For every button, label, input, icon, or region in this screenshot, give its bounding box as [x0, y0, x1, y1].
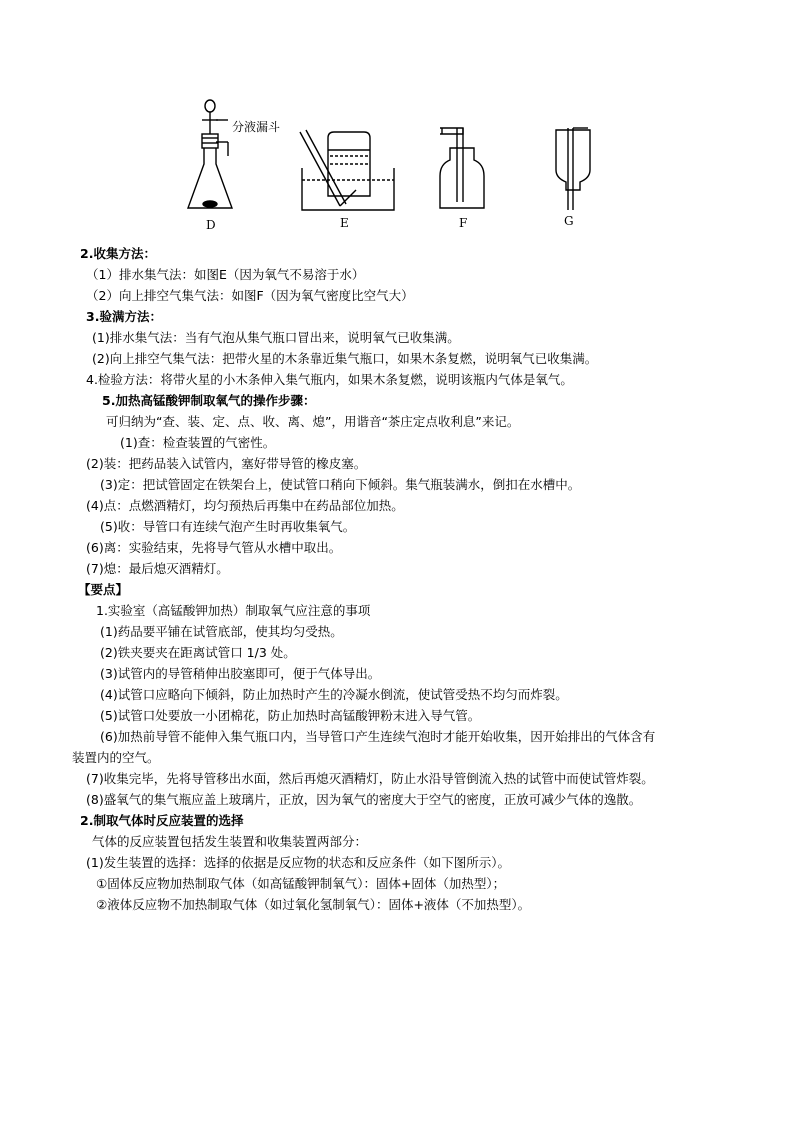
text-line: (1)排水集气法：当有气泡从集气瓶口冒出来，说明氧气已收集满。: [92, 330, 460, 345]
text-line: (1)查：检查装置的气密性。: [120, 435, 276, 450]
apparatus-figures: [180, 98, 600, 238]
text-line: 1.实验室（高锰酸钾加热）制取氧气应注意的事项: [96, 603, 371, 618]
text-line: (5)试管口处要放一小团棉花，防止加热时高锰酸钾粉末进入导气管。: [100, 708, 481, 723]
figure-label-e: E: [340, 216, 349, 230]
text-line: (3)定：把试管固定在铁架台上，使试管口稍向下倾斜。集气瓶装满水，倒扣在水槽中。: [100, 477, 581, 492]
text-line: (1)发生装置的选择：选择的依据是反应物的状态和反应条件（如下图所示）。: [86, 855, 510, 870]
text-line: ①固体反应物加热制取气体（如高锰酸钾制氧气）：固体+固体（加热型）；: [96, 876, 506, 891]
figure-label-d: D: [206, 218, 216, 232]
text-line: (7)收集完毕，先将导管移出水面，然后再熄灭酒精灯，防止水沿导管倒流入热的试管中而使试管炸裂。: [86, 771, 654, 786]
text-line: 可归纳为“查、装、定、点、收、离、熄”，用谐音“茶庄定点收利息”来记。: [106, 414, 520, 429]
text-line: (1)药品要平铺在试管底部，使其均匀受热。: [100, 624, 343, 639]
figure-d-flask: [188, 100, 232, 208]
text-line: （1）排水集气法：如图E（因为氧气不易溶于水）: [86, 267, 365, 282]
text-line: (7)熄：最后熄灭酒精灯。: [86, 561, 229, 576]
figure-label-f: F: [459, 216, 468, 230]
text-line: (3)试管内的导管稍伸出胶塞即可，便于气体导出。: [100, 666, 381, 681]
text-line: （2）向上排空气集气法：如图F（因为氧气密度比空气大）: [86, 288, 414, 303]
figure-f-bottle: [440, 128, 484, 208]
text-line: (2)装：把药品装入试管内，塞好带导管的橡皮塞。: [86, 456, 367, 471]
text-line: (5)收：导管口有连续气泡产生时再收集氧气。: [100, 519, 356, 534]
text-line: (2)向上排空气集气法：把带火星的木条靠近集气瓶口，如果木条复燃，说明氧气已收集满。: [92, 351, 598, 366]
text-line: (2)铁夹要夹在距离试管口 1/3 处。: [100, 645, 296, 660]
heading-verify: 3.验满方法：: [86, 309, 162, 324]
text-line: (4)点：点燃酒精灯，均匀预热后再集中在药品部位加热。: [86, 498, 404, 513]
heading-steps: 5.加热高锰酸钾制取氧气的操作步骤：: [102, 393, 316, 408]
text-line: 装置内的空气。: [72, 750, 160, 765]
text-line: 气体的反应装置包括发生装置和收集装置两部分：: [92, 834, 368, 849]
text-line: (4)试管口应略向下倾斜，防止加热时产生的冷凝水倒流，使试管受热不均匀而炸裂。: [100, 687, 568, 702]
funnel-label: 分液漏斗: [232, 120, 281, 134]
heading-collection: 2.收集方法：: [80, 246, 156, 261]
text-line: 4.检验方法：将带火星的小木条伸入集气瓶内，如果木条复燃，说明该瓶内气体是氧气。: [86, 372, 573, 387]
text-line: (8)盛氧气的集气瓶应盖上玻璃片，正放，因为氧气的密度大于空气的密度，正放可减少气体的逸散。: [86, 792, 642, 807]
figure-g-bottle: [556, 128, 590, 210]
text-line: (6)加热前导管不能伸入集气瓶口内，当导管口产生连续气泡时才能开始收集，因开始排出的气体含有: [100, 729, 656, 744]
text-line: ②液体反应物不加热制取气体（如过氧化氢制氧气）：固体+液体（不加热型）。: [96, 897, 531, 912]
heading-key-points: 【要点】: [78, 582, 129, 597]
text-line: (6)离：实验结束，先将导气管从水槽中取出。: [86, 540, 342, 555]
figure-label-g: G: [564, 214, 574, 228]
figure-e-trough: [300, 130, 394, 210]
heading-apparatus-choice: 2.制取气体时反应装置的选择: [80, 813, 244, 828]
